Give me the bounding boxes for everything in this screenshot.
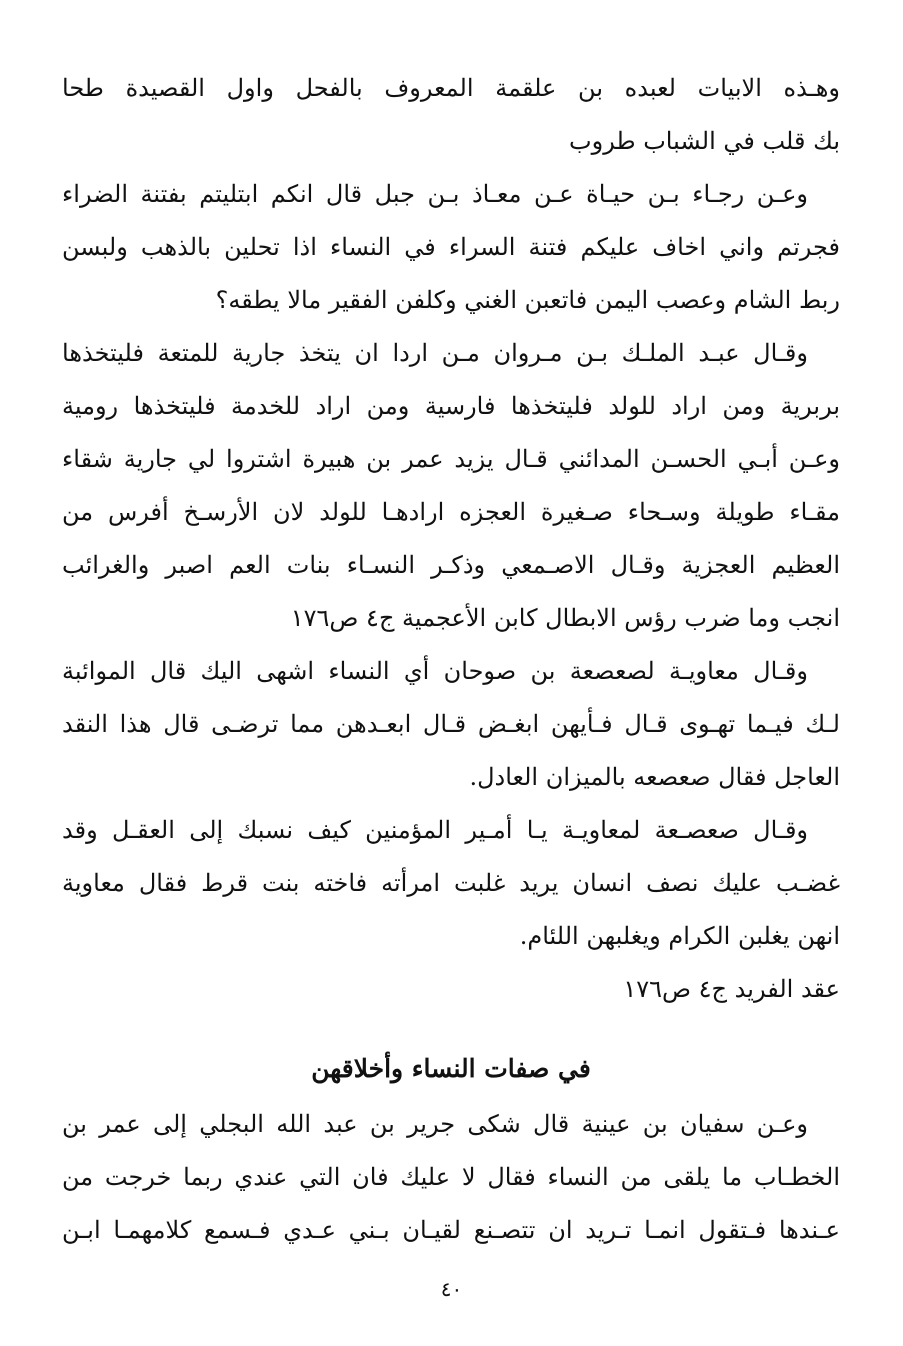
text-line-9: مقـاء طويلة وسـحاء صـغيرة العجزه ارادهـا للولد لان الأرسـخ أفرس من bbox=[62, 498, 840, 526]
text-line-17: انهن يغلبن الكرام ويغلبهن اللئام. bbox=[519, 922, 840, 950]
text-line-6: وقـال عبـد الملـك بـن مـروان مـن اردا ان يتخذ جارية للمتعة فليتخذها bbox=[62, 339, 808, 367]
citation-line: عقد الفريد ج٤ ص١٧٦ bbox=[623, 975, 840, 1003]
text-line-4: فجرتم واني اخاف عليكم فتنة السراء في النساء اذا تحلين بالذهب ولبسن bbox=[62, 233, 840, 261]
text-line-19: وعـن سفيان بن عينية قال شكى جرير بن عبد الله البجلي إلى عمر بن bbox=[62, 1110, 808, 1138]
section-heading: في صفات النساء وأخلاقهن bbox=[311, 1054, 591, 1083]
text-line-21: عـندها فـتقول انمـا تـريد ان تتصـنع لقيـان بـني عـدي فـسمع كلامهمـا ابـن bbox=[62, 1216, 840, 1244]
text-line-8: وعـن أبـي الحسـن المدائني قـال يزيد عمر بن هبيرة اشتروا لي جارية شقاء bbox=[62, 445, 840, 473]
page-number: ٤٠ bbox=[440, 1277, 463, 1301]
text-line-12: وقـال معاويـة لصعصعة بن صوحان أي النساء اشهى اليك قال الموائبة bbox=[62, 657, 808, 685]
text-line-1: وهـذه الابيات لعبده بن علقمة المعروف بالفحل واول القصيدة طحا bbox=[62, 74, 840, 102]
section-spacer bbox=[62, 1016, 840, 1040]
text-line-3: وعـن رجـاء بـن حيـاة عـن معـاذ بـن جبل قال انكم ابتليتم بفتنة الضراء bbox=[62, 180, 808, 208]
text-line-5: ربط الشام وعصب اليمن فاتعبن الغني وكلفن الفقير مالا يطقه؟ bbox=[215, 286, 840, 314]
text-line-16: غضـب عليك نصف انسان يريد غلبت امرأته فاخته بنت قرط فقال معاوية bbox=[62, 869, 840, 897]
document-page bbox=[62, 62, 840, 1257]
text-line-10: العظيم العجزية وقـال الاصـمعي وذكـر النسـاء بنات العم اصبر والغرائب bbox=[62, 551, 840, 579]
text-line-20: الخطـاب ما يلقى من النساء فقال لا عليك فان التي عندي ربما خرجت من bbox=[62, 1163, 840, 1191]
text-line-7: بربرية ومن اراد للولد فليتخذها فارسية ومن اراد للخدمة فليتخذها رومية bbox=[62, 392, 840, 420]
text-line-13: لـك فيـما تهـوى قـال فـأيهن ابغـض قـال ابعـدهن مما ترضـى قال هذا النقد bbox=[62, 710, 840, 738]
text-line-15: وقـال صعصـعة لمعاويـة يـا أمـير المؤمنين كيف نسبك إلى العقـل وقد bbox=[62, 816, 808, 844]
text-line-2: بك قلب في الشباب طروب bbox=[569, 127, 840, 155]
text-line-14: العاجل فقال صعصعه بالميزان العادل. bbox=[469, 763, 840, 791]
text-line-11: انجب وما ضرب رؤس الابطال كابن الأعجمية ج٤ ص١٧٦ bbox=[290, 604, 840, 632]
